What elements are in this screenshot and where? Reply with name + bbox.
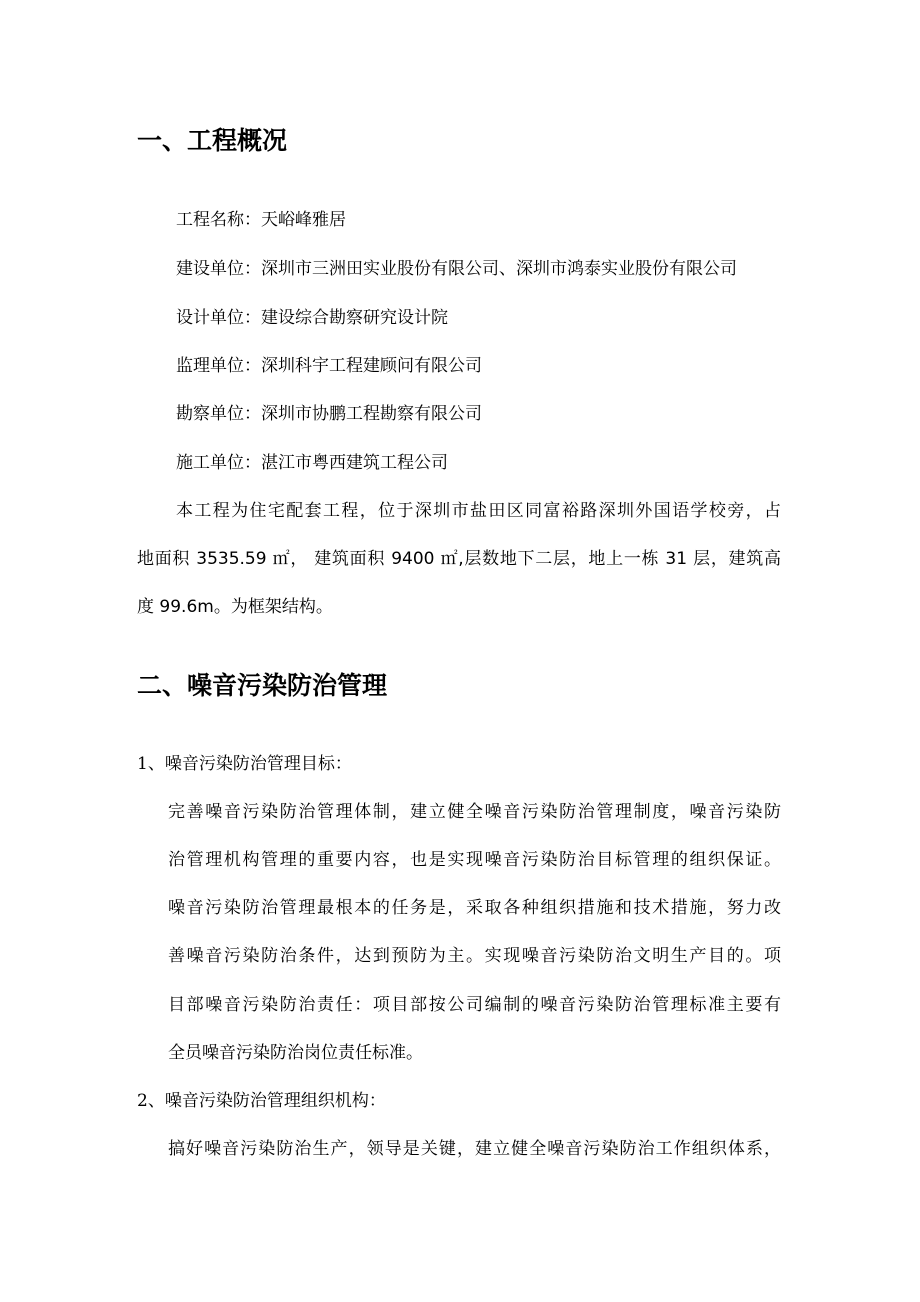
info-label: 设计单位 <box>176 308 244 328</box>
info-line-supervisor: 监理单位：深圳科宇工程建顾问有限公司 <box>176 356 482 376</box>
info-label: 工程名称 <box>176 210 244 230</box>
info-value: 天峪峰雅居 <box>261 210 346 230</box>
info-line-designer: 设计单位：建设综合勘察研究设计院 <box>176 308 448 328</box>
body-line: 善噪音污染防治条件，达到预防为主。实现噪音污染防治文明生产目的。项 <box>168 946 781 966</box>
info-value: 深圳市三洲田实业股份有限公司、深圳市鸿泰实业股份有限公司 <box>261 259 737 279</box>
item-title: 2、噪音污染防治管理组织机构： <box>137 1091 386 1111</box>
section-heading-overview: 一、工程概况 <box>137 126 288 155</box>
info-label: 建设单位 <box>176 259 244 279</box>
item-title: 1、噪音污染防治管理目标： <box>137 754 352 774</box>
section-heading-noise-management: 二、噪音污染防治管理 <box>137 671 388 700</box>
info-line-surveyor: 勘察单位：深圳市协鹏工程勘察有限公司 <box>176 404 482 424</box>
info-value: 建设综合勘察研究设计院 <box>261 308 448 328</box>
overview-line: 本工程为住宅配套工程，位于深圳市盐田区同富裕路深圳外国语学校旁，占 <box>176 501 781 521</box>
body-line: 搞好噪音污染防治生产，领导是关键，建立健全噪音污染防治工作组织体系， <box>168 1139 781 1159</box>
body-line: 完善噪音污染防治管理体制，建立健全噪音污染防治管理制度，噪音污染防 <box>168 802 781 822</box>
body-line: 目部噪音污染防治责任：项目部按公司编制的噪音污染防治管理标准主要有 <box>168 995 781 1015</box>
info-value: 湛江市粤西建筑工程公司 <box>261 453 448 473</box>
info-line-contractor: 施工单位：湛江市粤西建筑工程公司 <box>176 453 448 473</box>
info-line-developer: 建设单位：深圳市三洲田实业股份有限公司、深圳市鸿泰实业股份有限公司 <box>176 259 737 279</box>
body-line: 噪音污染防治管理最根本的任务是，采取各种组织措施和技术措施，努力改 <box>168 898 781 918</box>
overview-line: 地面积 3535.59 ㎡， 建筑面积 9400 ㎡,层数地下二层，地上一栋 31 层，建筑高 <box>137 549 781 569</box>
info-label: 施工单位 <box>176 453 244 473</box>
info-value: 深圳科宇工程建顾问有限公司 <box>261 356 482 376</box>
body-line: 治管理机构管理的重要内容，也是实现噪音污染防治目标管理的组织保证。 <box>168 850 781 870</box>
info-label: 监理单位 <box>176 356 244 376</box>
body-line: 全员噪音污染防治岗位责任标准。 <box>168 1043 423 1063</box>
info-label: 勘察单位 <box>176 404 244 424</box>
info-line-project-name: 工程名称：天峪峰雅居 <box>176 210 346 230</box>
info-value: 深圳市协鹏工程勘察有限公司 <box>261 404 482 424</box>
overview-line: 度 99.6m。为框架结构。 <box>137 597 333 617</box>
